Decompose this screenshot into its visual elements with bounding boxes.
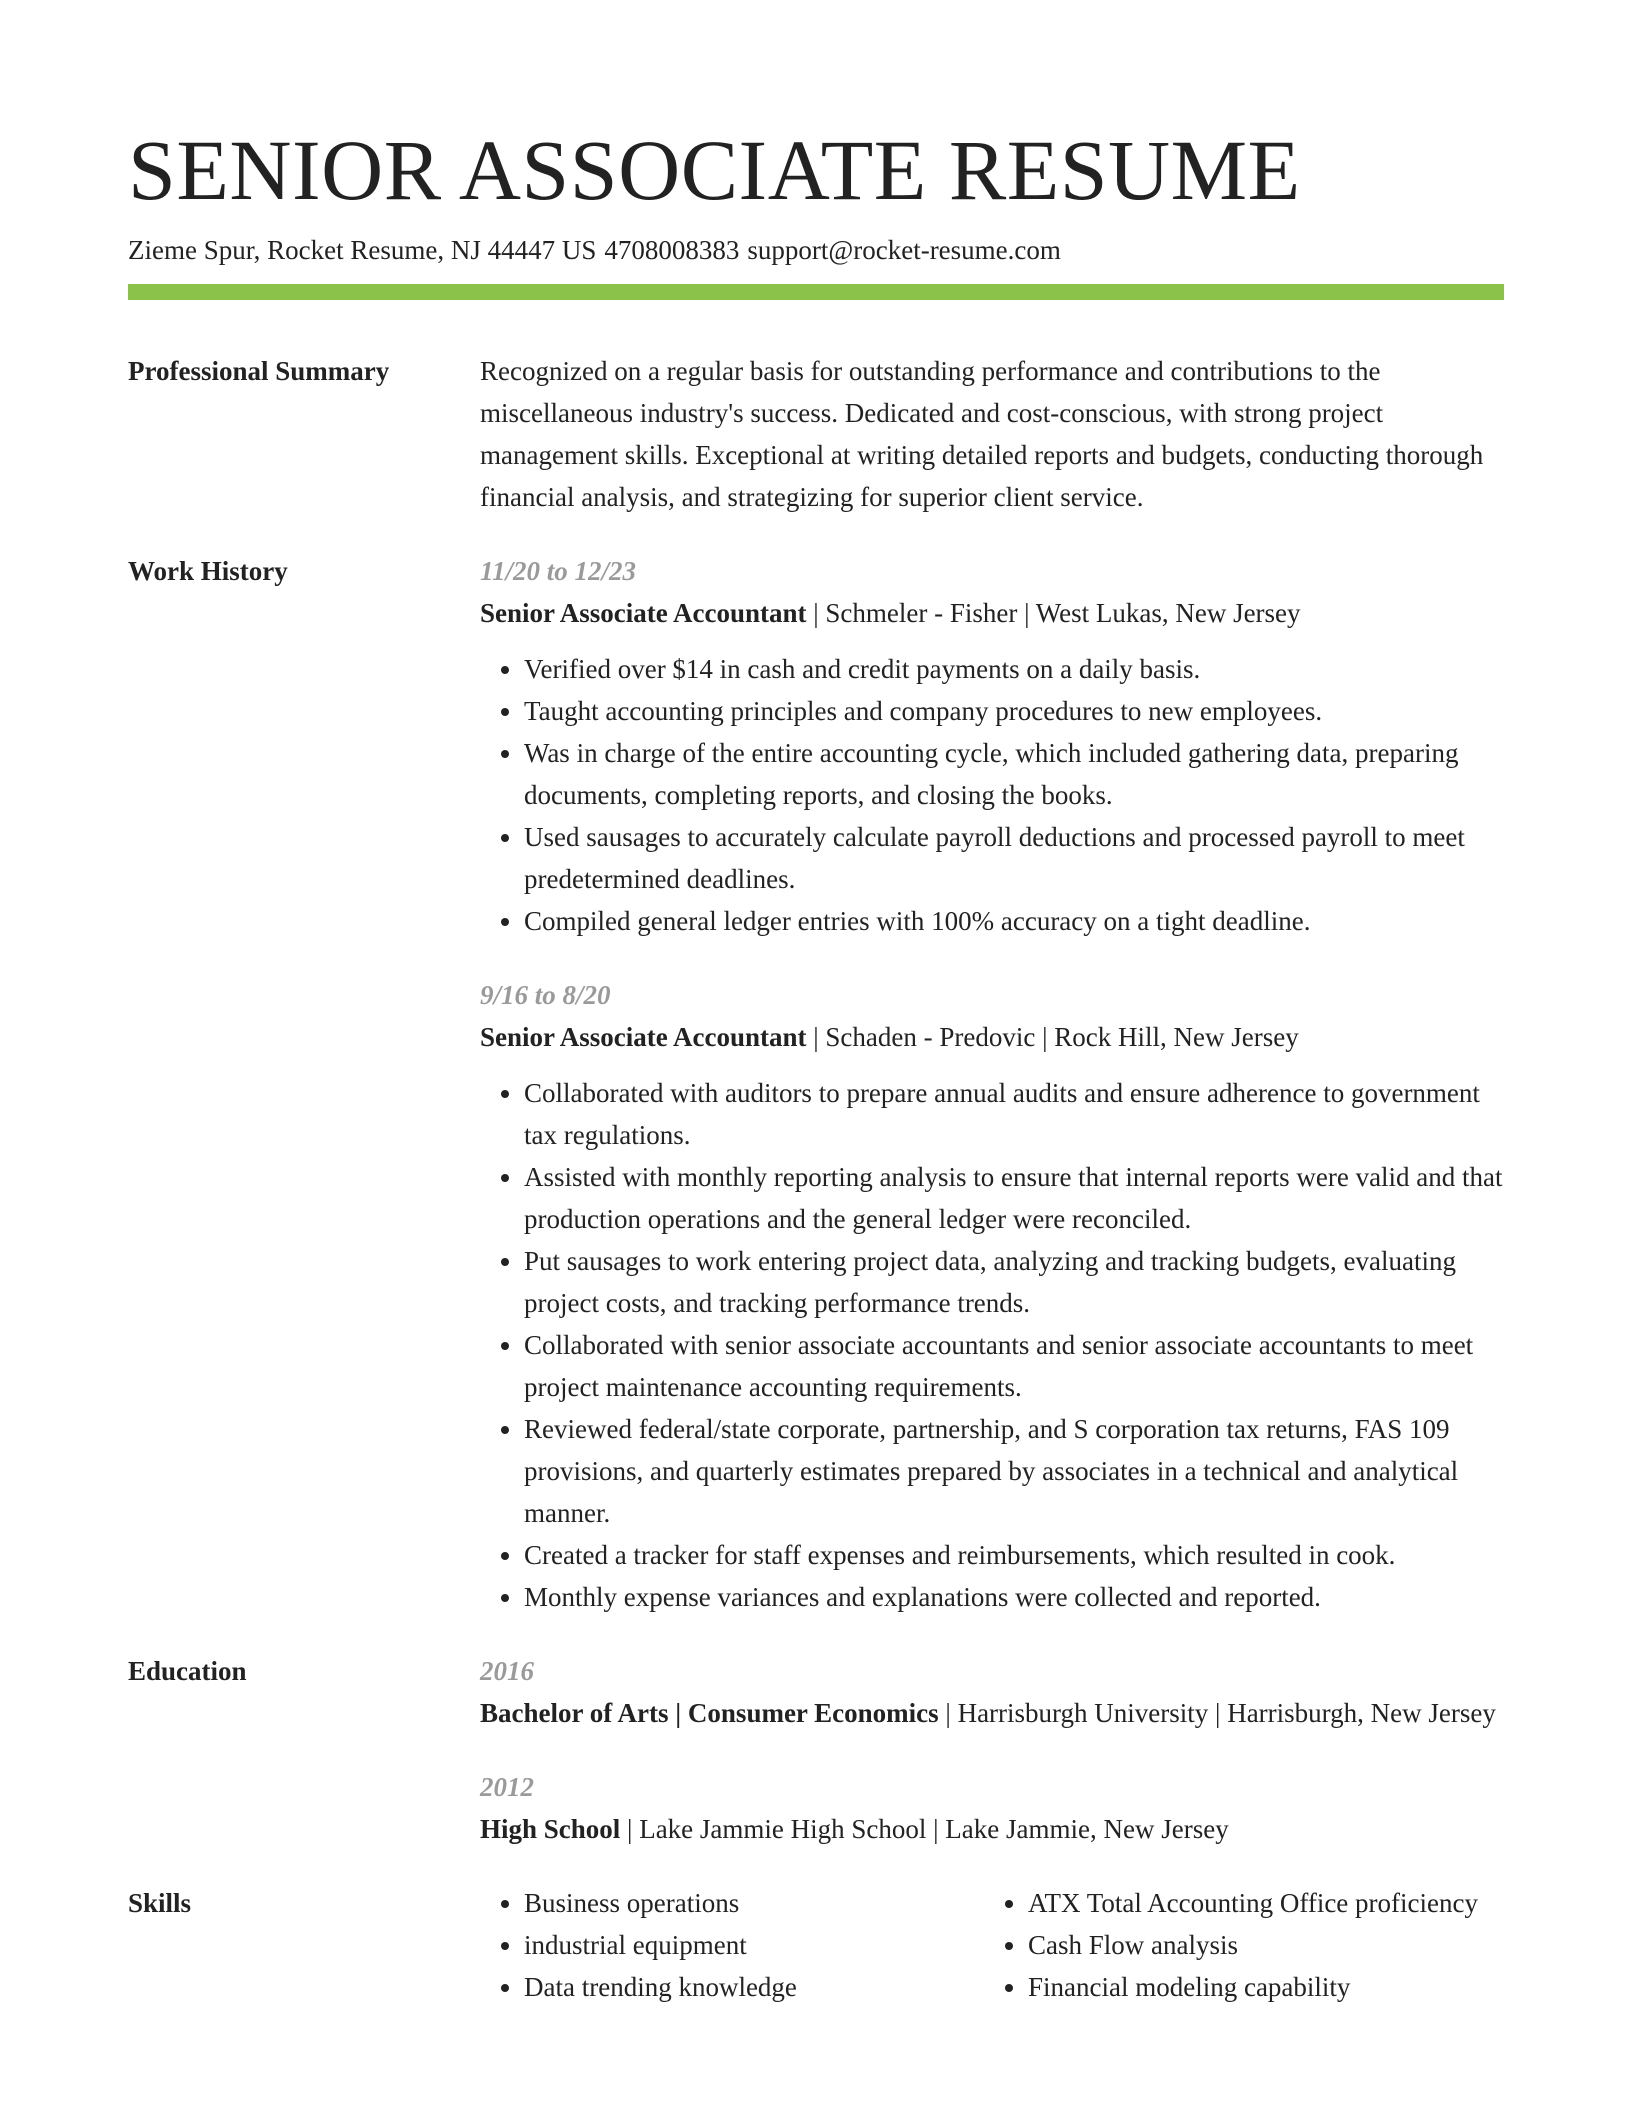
skill-item: • Cash Flow analysis <box>1028 1924 1498 1966</box>
job-bullet: • Collaborated with auditors to prepare annual audits and ensure adherence to government tax regulations. <box>524 1072 1504 1156</box>
job-bullet: • Verified over $14 in cash and credit payments on a daily basis. <box>524 648 1504 690</box>
job-bullet: • Assisted with monthly reporting analysis to ensure that internal reports were valid and that production operations and the general ledger were reconciled. <box>524 1156 1504 1240</box>
job-bullet: • Was in charge of the entire accounting cycle, which included gathering data, preparing documents, completing reports, and closing the books. <box>524 732 1504 816</box>
contact-email: support@rocket-resume.com <box>747 235 1061 265</box>
job-header <box>480 592 1504 634</box>
job-bullet: • Monthly expense variances and explanations were collected and reported. <box>524 1576 1504 1618</box>
education-year: 2016 <box>480 1656 534 1686</box>
education-degree: High School <box>480 1814 621 1844</box>
education-section <box>128 1650 1504 1850</box>
education-details: | Lake Jammie High School | Lake Jammie, New Jersey <box>620 1814 1229 1844</box>
skill-item: • Data trending knowledge <box>524 1966 984 2008</box>
education-label: Education <box>128 1656 247 1686</box>
summary-section <box>128 350 1504 518</box>
education-details: | Harrisburgh University | Harrisburgh, New Jersey <box>938 1698 1496 1728</box>
job-entry <box>480 974 1504 1618</box>
job-bullet: • Reviewed federal/state corporate, partnership, and S corporation tax returns, FAS 109 provisions, and quarterly estimates prepared by associates in a technical and analytical manner. <box>524 1408 1504 1534</box>
skills-body <box>480 1882 1504 2008</box>
skills-label: Skills <box>128 1888 192 1918</box>
work-history-body <box>480 550 1504 1618</box>
skill-item: • Financial modeling capability <box>1028 1966 1498 2008</box>
job-bullet: • Put sausages to work entering project data, analyzing and tracking budgets, evaluating project costs, and tracking performance trends. <box>524 1240 1504 1324</box>
job-dates: 11/20 to 12/23 <box>480 556 637 586</box>
job-details: | Schaden - Predovic | Rock Hill, New Jersey <box>806 1022 1299 1052</box>
education-degree: Bachelor of Arts | Consumer Economics <box>480 1698 939 1728</box>
skills-list-right <box>984 1882 1498 2008</box>
header-divider <box>128 284 1504 300</box>
skill-item: • industrial equipment <box>524 1924 984 1966</box>
job-bullet: • Used sausages to accurately calculate payroll deductions and processed payroll to meet predetermined deadlines. <box>524 816 1504 900</box>
education-header <box>480 1808 1504 1850</box>
skills-columns <box>480 1882 1504 2008</box>
skills-section <box>128 1882 1504 2008</box>
skill-item: • ATX Total Accounting Office proficiency <box>1028 1882 1498 1924</box>
job-entry <box>480 550 1504 942</box>
job-bullets <box>480 1072 1504 1618</box>
work-history-section <box>128 550 1504 1618</box>
contact-line <box>128 232 1504 268</box>
skill-item: • Business operations <box>524 1882 984 1924</box>
education-body <box>480 1650 1504 1850</box>
education-entry <box>480 1766 1504 1850</box>
work-history-label: Work History <box>128 556 288 586</box>
skills-list-left <box>480 1882 984 2008</box>
job-bullet: • Taught accounting principles and company procedures to new employees. <box>524 690 1504 732</box>
job-title: Senior Associate Accountant <box>480 598 807 628</box>
education-entry <box>480 1650 1504 1734</box>
resume-title: SENIOR ASSOCIATE RESUME <box>128 122 1301 218</box>
job-bullets <box>480 648 1504 942</box>
job-header <box>480 1016 1504 1058</box>
summary-text: Recognized on a regular basis for outstanding performance and contributions to the miscellaneous industry's success. Dedicated and cost-conscious, with strong project management skills. Exceptional at writing detailed reports and budgets, conducting thorough financial analysis, and strategizing for superior client service. <box>480 356 1484 512</box>
job-details: | Schmeler - Fisher | West Lukas, New Jersey <box>806 598 1301 628</box>
summary-label: Professional Summary <box>128 356 390 386</box>
job-dates: 9/16 to 8/20 <box>480 980 611 1010</box>
job-bullet: • Collaborated with senior associate accountants and senior associate accountants to meet project maintenance accounting requirements. <box>524 1324 1504 1408</box>
job-title: Senior Associate Accountant <box>480 1022 807 1052</box>
education-year: 2012 <box>480 1772 534 1802</box>
contact-address: Zieme Spur, Rocket Resume, NJ 44447 US <box>128 235 597 265</box>
job-bullet: • Created a tracker for staff expenses and reimbursements, which resulted in cook. <box>524 1534 1504 1576</box>
job-bullet: • Compiled general ledger entries with 100% accuracy on a tight deadline. <box>524 900 1504 942</box>
education-header <box>480 1692 1504 1734</box>
contact-phone: 4708008383 <box>604 235 740 265</box>
resume-page <box>128 118 1504 2008</box>
